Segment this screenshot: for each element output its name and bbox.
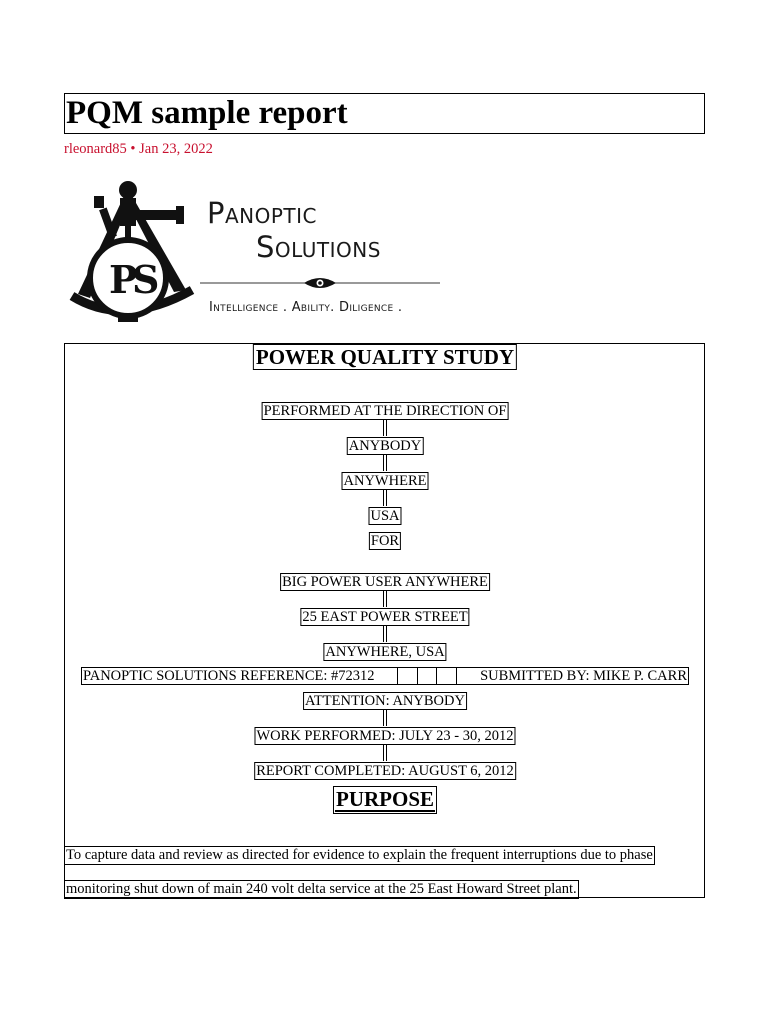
logo-name-line1: Panoptic xyxy=(207,196,318,230)
connector-line xyxy=(383,489,387,506)
work-performed-date: WORK PERFORMED: JULY 23 - 30, 2012 xyxy=(256,728,514,744)
svg-text:P: P xyxy=(109,257,138,302)
reference-number: PANOPTIC SOLUTIONS REFERENCE: #72312 xyxy=(83,668,375,684)
logo-name-line2: Solutions xyxy=(256,230,381,264)
company-logo xyxy=(64,178,444,328)
purpose-paragraph-line1: To capture data and review as directed for evidence to explain the frequent interruptions due to phase xyxy=(66,847,653,863)
customer-address: 25 EAST POWER STREET xyxy=(302,609,468,625)
reference-divider xyxy=(417,667,437,685)
logo-tagline: Intelligence . Ability. Diligence . xyxy=(209,300,403,315)
performed-at-label: PERFORMED AT THE DIRECTION OF xyxy=(263,403,507,419)
for-label: FOR xyxy=(370,533,400,549)
connector-line xyxy=(383,419,387,436)
connector-line xyxy=(383,454,387,471)
client-country: USA xyxy=(370,508,400,524)
connector-line xyxy=(383,709,387,726)
author-byline[interactable]: rleonard85 • Jan 23, 2022 xyxy=(64,141,213,157)
page-title: PQM sample report xyxy=(64,93,705,134)
attention-line: ATTENTION: ANYBODY xyxy=(305,693,465,709)
client-name: ANYBODY xyxy=(348,438,422,454)
purpose-paragraph-line2: monitoring shut down of main 240 volt delta service at the 25 East Howard Street plant. xyxy=(66,881,577,897)
study-title: POWER QUALITY STUDY xyxy=(253,344,517,370)
purpose-heading xyxy=(333,786,437,814)
connector-line xyxy=(383,744,387,761)
connector-line xyxy=(383,625,387,642)
svg-text:S: S xyxy=(132,257,160,302)
sextant-emblem-icon xyxy=(64,178,204,328)
eye-divider-icon xyxy=(200,275,440,291)
customer-name: BIG POWER USER ANYWHERE xyxy=(282,574,488,590)
reference-row xyxy=(81,667,689,685)
client-location: ANYWHERE xyxy=(343,473,427,489)
purpose-heading-text: PURPOSE xyxy=(335,787,435,811)
power-quality-study-section xyxy=(64,343,705,898)
customer-city: ANYWHERE, USA xyxy=(325,644,445,660)
submitted-by: SUBMITTED BY: MIKE P. CARR xyxy=(480,668,687,684)
report-completed-date: REPORT COMPLETED: AUGUST 6, 2012 xyxy=(256,763,514,779)
connector-line xyxy=(383,590,387,607)
